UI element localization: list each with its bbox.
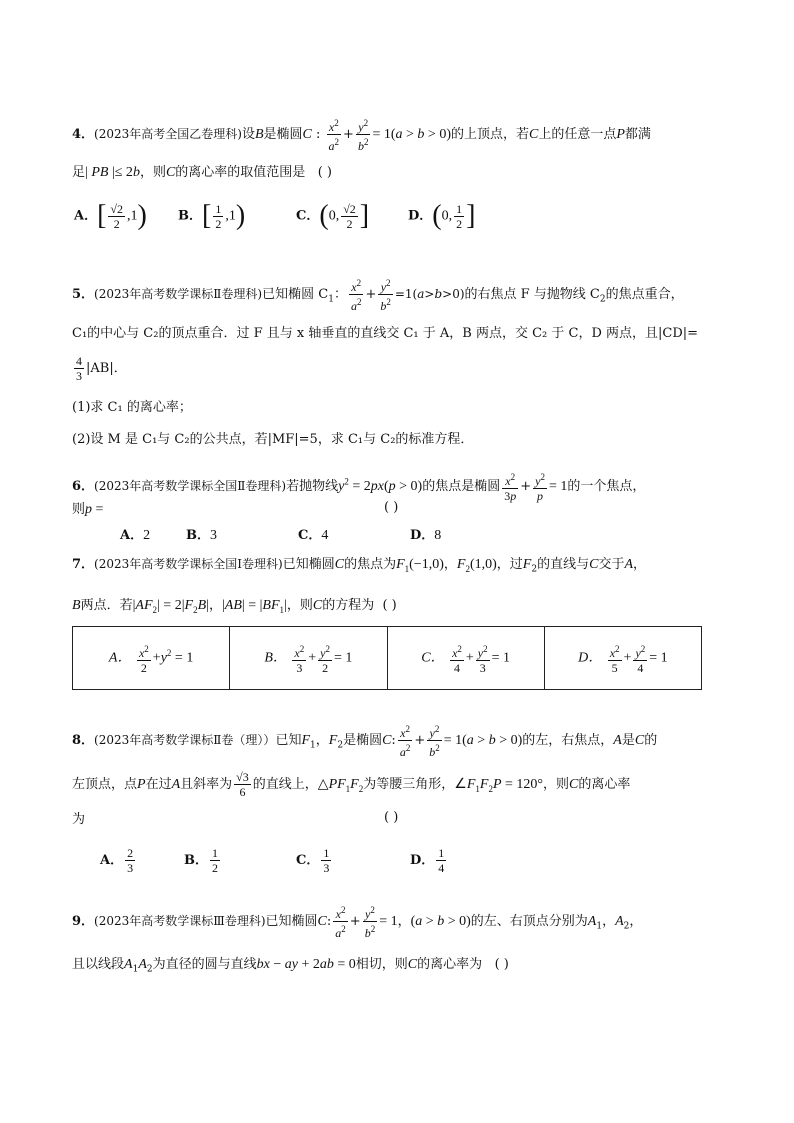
q7-option-b: B． $\frac{x^2}{3}$ + $\frac{y^2}{2}$ = 1: [230, 627, 387, 690]
q5-number: 5．: [72, 287, 95, 302]
q8-option-d: D． $\frac{1}{4}$: [410, 846, 445, 875]
q8-text: 且斜率为: [180, 777, 233, 792]
option-label: B．: [264, 650, 287, 666]
option-label: D．: [410, 528, 435, 543]
q7-text: ，过: [496, 557, 523, 572]
q6-text: 则: [72, 502, 86, 517]
q8-source: (2023年高考数学课标Ⅱ卷（理））: [94, 733, 276, 747]
q9-source: (2023年高考数学课标Ⅲ卷理科): [94, 914, 266, 928]
q6-source: (2023年高考数学课标全国Ⅱ卷理科): [94, 479, 287, 493]
option-value: 2: [143, 528, 151, 543]
q5-line1: 5．(2023年高考数学课标Ⅱ卷理科)已知椭圆 $C_1$： $\frac{x^2}{a^2}$ + $\frac{y^2}{b^2}$ =1(a>b>0)的右焦点 F 与抛物线 $C_2$的焦点重合，: [72, 278, 684, 313]
q9-text: 的离心率为: [417, 957, 483, 972]
q7-option-a: A． $\frac{x^2}{2}$ $+y^2 = 1$: [73, 627, 230, 690]
q8-number: 8．: [72, 733, 95, 748]
q5-text: 的焦点重合，: [605, 287, 684, 302]
q8-option-a: A． $\frac{2}{3}$: [100, 846, 134, 875]
q5-text: |AB|．: [86, 361, 127, 376]
q7-option-c: C． $\frac{x^2}{4}$ + $\frac{y^2}{3}$ = 1: [387, 627, 544, 690]
q8-text: 是: [621, 733, 635, 748]
q9-line1: 9．(2023年高考数学课标Ⅲ卷理科)已知椭圆C: $\frac{x^2}{a^2}$ + $\frac{y^2}{b^2}$ = 1，(a > b > 0)的左、右顶点分别为$A_1$，$A_2$，: [72, 905, 643, 940]
q4-text: 上的任意一点: [538, 127, 617, 142]
q9-text: 且以线段: [72, 957, 125, 972]
q4-text: 足: [72, 165, 86, 180]
q9-text: 为直径的圆与直线: [152, 957, 257, 972]
q9-line2: 且以线段$A_1A_2$为直径的圆与直线bx − ay + 2ab = 0相切，则C的离心率为 ( ): [72, 957, 509, 975]
q4-option-a: A．[ $\frac{√2}{2}$ ,1): [74, 200, 147, 231]
q5-text: C₁的中心与 C₂的顶点重合．过 F 且与 x 轴垂直的直线交 C₁ 于 A，B 两点，交 C₂ 于 C，D 两点，且|CD|=: [72, 326, 699, 341]
q4-option-c: C．(0, $\frac{√2}{2}$ ]: [296, 200, 370, 231]
q8-text: 的离心率: [578, 777, 631, 792]
q4-text: 的离心率的取值范围是: [175, 165, 306, 180]
q7-text: 的方程为: [322, 598, 375, 613]
q5-line2: [72, 324, 698, 344]
q5-part1: [72, 398, 192, 418]
q6-text: 的焦点是椭圆: [422, 479, 501, 494]
option-label: C．: [421, 650, 445, 666]
q7-text: 的焦点为: [344, 557, 397, 572]
option-label: D．: [578, 650, 603, 666]
option-label: B．: [186, 528, 210, 543]
q6-option-a: [120, 524, 150, 544]
q8-line2: 左顶点，点P在过A且斜率为 $\frac{√3}{6}$ 的直线上，$\triangle PF_1F_2$为等腰三角形，$\angle F_1F_2P = 120^\circ$，则C的离心率: [72, 770, 631, 799]
answer-paren: ( ): [382, 598, 397, 613]
q7-text: 交于: [598, 557, 625, 572]
option-label: B．: [178, 208, 202, 224]
q8-line1: 8．(2023年高考数学课标Ⅱ卷（理））已知$F_1$，$F_2$是椭圆C: $\frac{x^2}{a^2}$ + $\frac{y^2}{b^2}$ = 1(a > b > 0)的左，右焦点，A是C的: [72, 724, 658, 759]
option-label: C．: [296, 208, 320, 224]
q8-paren: [384, 810, 398, 825]
q4-line1: 4．(2023年高考全国乙卷理科)设B是椭圆C : $\frac{x^2}{a^2}$ + $\frac{y^2}{b^2}$ = 1(a > b > 0)的上顶点，若C上的任意一点P都满: [72, 118, 651, 153]
q6-option-c: [298, 524, 328, 544]
q5-text: 的右焦点 F 与抛物线 C: [464, 287, 600, 302]
q5-part2: [72, 430, 473, 450]
q8-text: 已知: [275, 733, 302, 748]
q8-text: 的直线上，: [252, 777, 318, 792]
q7-number: 7．: [72, 557, 95, 572]
q6-option-b: [186, 524, 217, 544]
q5-text: (2)设 M 是 C₁与 C₂的公共点，若|MF|=5，求 C₁与 C₂的标准方程．: [72, 432, 474, 447]
option-label: B．: [184, 853, 208, 868]
q6-option-d: [410, 524, 441, 544]
answer-paren: ( ): [494, 957, 509, 972]
option-value: 8: [434, 528, 442, 543]
option-value: 4: [321, 528, 329, 543]
q6-text: 若抛物线: [286, 479, 339, 494]
q5-line3: $\frac{4}{3}$ |AB|．: [76, 354, 127, 383]
option-label: D．: [408, 208, 433, 224]
q7-option-d: D． $\frac{x^2}{5}$ + $\frac{y^2}{4}$ = 1: [544, 627, 701, 690]
q8-text: 为等腰三角形，: [363, 777, 455, 792]
q5-source: (2023年高考数学课标Ⅱ卷理科): [94, 287, 263, 301]
q7-source: (2023年高考数学课标全国Ⅰ卷理科): [94, 557, 283, 571]
q7-line1: 7．(2023年高考数学课标全国Ⅰ卷理科)已知椭圆C的焦点为$F_1(-1,0)$，$F_2(1,0)$，过$F_2$的直线与C交于A，: [72, 557, 647, 575]
q7-text: ，则: [286, 598, 313, 613]
q6-paren: [384, 500, 398, 515]
option-label: A．: [108, 650, 132, 666]
q8-text: 是椭圆: [343, 733, 383, 748]
option-value: 3: [210, 528, 217, 543]
formula: $\frac{x^2}{a^2}$: [328, 118, 340, 153]
q4-text: 是椭圆: [263, 127, 303, 142]
q9-text: 已知椭圆: [265, 914, 318, 929]
option-label: D．: [410, 853, 435, 868]
q6-line2: 则p =: [72, 502, 104, 517]
q8-line3: [72, 810, 85, 830]
q4-text: 的上顶点，若: [450, 127, 529, 142]
q7-options-table: [72, 626, 702, 690]
q8-option-b: B． $\frac{1}{2}$: [184, 846, 218, 875]
formula: $\frac{y^2}{b^2}$: [357, 118, 369, 153]
q9-text: 相切，则: [355, 957, 408, 972]
q4-text: 都满: [624, 127, 651, 142]
q8-text: 为: [72, 812, 86, 827]
option-label: C．: [298, 528, 322, 543]
q6-line1: 6．(2023年高考数学课标全国Ⅱ卷理科)若抛物线$y^2 = 2px(p > 0)$的焦点是椭圆 $\frac{x^2}{3p}$ + $\frac{y^2}{p}$ = 1的一个焦点，: [72, 472, 646, 503]
q8-text: ，则: [543, 777, 570, 792]
q7-line2: B两点．若$|AF_2| = 2|F_2B|$，$|AB| = |BF_1|$，则C的方程为 ( ): [72, 598, 397, 615]
q7-text: 的直线与: [537, 557, 590, 572]
option-label: A．: [120, 528, 144, 543]
q5-text: 已知椭圆 C: [262, 287, 329, 302]
q7-text: 已知椭圆: [282, 557, 335, 572]
q7-text: 两点．若: [80, 598, 133, 613]
q4-line2: 足| PB |≤ 2b，则C的离心率的取值范围是 ( ): [72, 165, 332, 180]
q8-option-c: C． $\frac{1}{3}$: [296, 846, 330, 875]
q8-text: 在过: [145, 777, 172, 792]
answer-paren: ( ): [384, 500, 399, 515]
q5-text: (1)求 C₁ 的离心率；: [72, 400, 192, 415]
option-label: A．: [100, 853, 124, 868]
q6-number: 6．: [72, 479, 95, 494]
q4-source: (2023年高考全国乙卷理科): [94, 127, 242, 141]
q4-number: 4．: [72, 127, 95, 142]
answer-paren: ( ): [384, 810, 399, 825]
q4-text: 设: [241, 127, 255, 142]
option-label: A．: [74, 208, 98, 224]
answer-paren: ( ): [317, 165, 332, 180]
q8-text: 的左，右焦点，: [522, 733, 614, 748]
q8-text: 的: [644, 733, 658, 748]
q4-option-b: B．[ $\frac{1}{2}$ ,1): [178, 200, 246, 231]
q4-option-d: D．(0, $\frac{1}{2}$ ]: [408, 200, 476, 231]
option-label: C．: [296, 853, 320, 868]
q8-text: 左顶点，点: [72, 777, 138, 792]
q4-text: ，则: [139, 165, 166, 180]
q9-text: 的左、右顶点分别为: [470, 914, 588, 929]
q6-text: 的一个焦点，: [567, 479, 646, 494]
q9-number: 9．: [72, 914, 95, 929]
